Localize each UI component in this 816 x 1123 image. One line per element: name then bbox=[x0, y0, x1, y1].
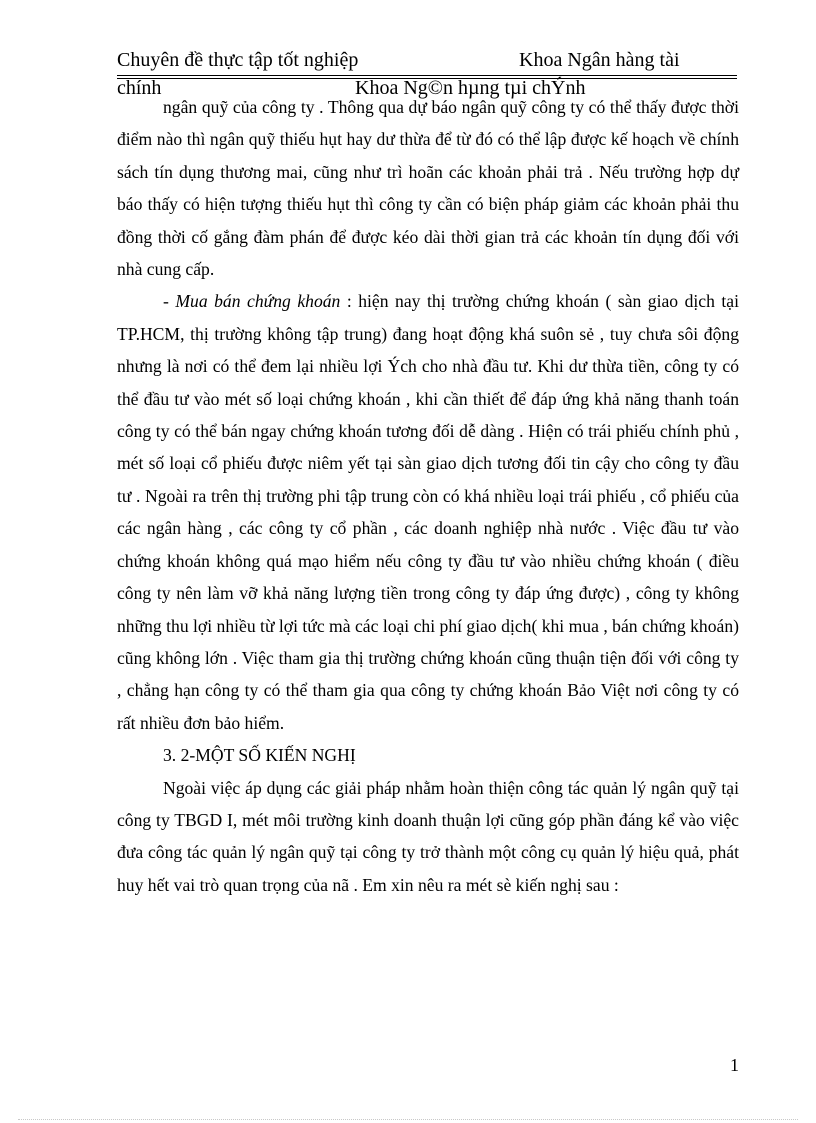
paragraph-2-text: : hiện nay thị trường chứng khoán ( sàn giao dịch tại TP.HCM, thị trường không tập trung) đang hoạt động khá suôn sẻ , tuy chưa sôi động nhưng là nơi có thể đem lại nhiều lợi Ých cho nhà đầu tư. Khi dư thừa tiền, công ty có thể đầu tư vào mét số loại chứng khoán , khi cần thiết để đáp ứng khả năng thanh toán công ty có thể bán ngay chứng khoán tương đối dễ dàng . Hiện có trái phiếu chính phủ , mét số loại cổ phiếu được niêm yết tại sàn giao dịch tương đối tin cậy cho công ty đầu tư . Ngoài ra trên thị trường phi tập trung còn có khá nhiều loại trái phiếu , cổ phiếu của các ngân hàng , các công ty cổ phần , các doanh nghiệp nhà nước . Việc đầu tư vào chứng khoán không quá mạo hiểm nếu công ty đầu tư vào nhiều chứng khoán ( điều công ty nên làm vỡ khả năng lượng tiền trong công ty đáp ứng được) , công ty không những thu lợi nhiều từ lợi tức mà các loại chi phí giao dịch( khi mua , bán chứng khoán) cũng không lớn . Việc tham gia thị trường chứng khoán cũng thuận tiện đối với công ty , chẳng hạn công ty có thể tham gia qua công ty chứng khoán Bảo Việt nơi công ty có rất nhiều đơn bảo hiểm. bbox=[117, 291, 739, 733]
paragraph-2-prefix: - bbox=[163, 291, 176, 312]
paragraph-1: ngân quỹ của công ty . Thông qua dự báo ngân quỹ công ty có thể thấy được thời điểm nào thì ngân quỹ thiếu hụt hay dư thừa để từ đó có thể lập được kế hoạch về chính sách tín dụng thương mai, cũng như trì hoãn các khoản phải trả . Nếu trường hợp dự báo thấy có hiện tượng thiếu hụt thì công ty cần có biện pháp giảm các khoản phải thu đồng thời cố gắng đàm phán để được kéo dài thời gian trả các khoản tín dụng đối với nhà cung cấp. bbox=[117, 97, 739, 280]
header-right-title: Khoa Ngân hàng tài bbox=[519, 49, 680, 71]
paragraph-2 bbox=[117, 285, 739, 739]
header-left-title: Chuyên đề thực tập tốt nghiệp bbox=[117, 49, 359, 71]
page-header bbox=[117, 48, 737, 72]
page-bottom-border bbox=[18, 1119, 798, 1120]
paragraph-2-term: Mua bán chứng khoán bbox=[175, 291, 341, 312]
page-number: 1 bbox=[730, 1055, 739, 1075]
header-garbled-title: Khoa Ng©n hµng tµi chÝnh bbox=[355, 77, 586, 99]
body-text bbox=[117, 91, 739, 901]
paragraph-3: Ngoài việc áp dụng các giải pháp nhằm hoàn thiện công tác quản lý ngân quỹ tại công ty TBGD I, mét môi trường kinh doanh thuận lợi cũng góp phần đáng kể vào việc đưa công tác quản lý ngân quỹ tại công ty trở thành một công cụ quản lý hiệu quả, phát huy hết vai trò quan trọng của nã . Em xin nêu ra mét sè kiến nghị sau : bbox=[117, 777, 739, 895]
section-heading: 3. 2-MỘT SỐ KIẾN NGHỊ bbox=[163, 745, 356, 766]
header-continuation-text: chính bbox=[117, 77, 162, 99]
